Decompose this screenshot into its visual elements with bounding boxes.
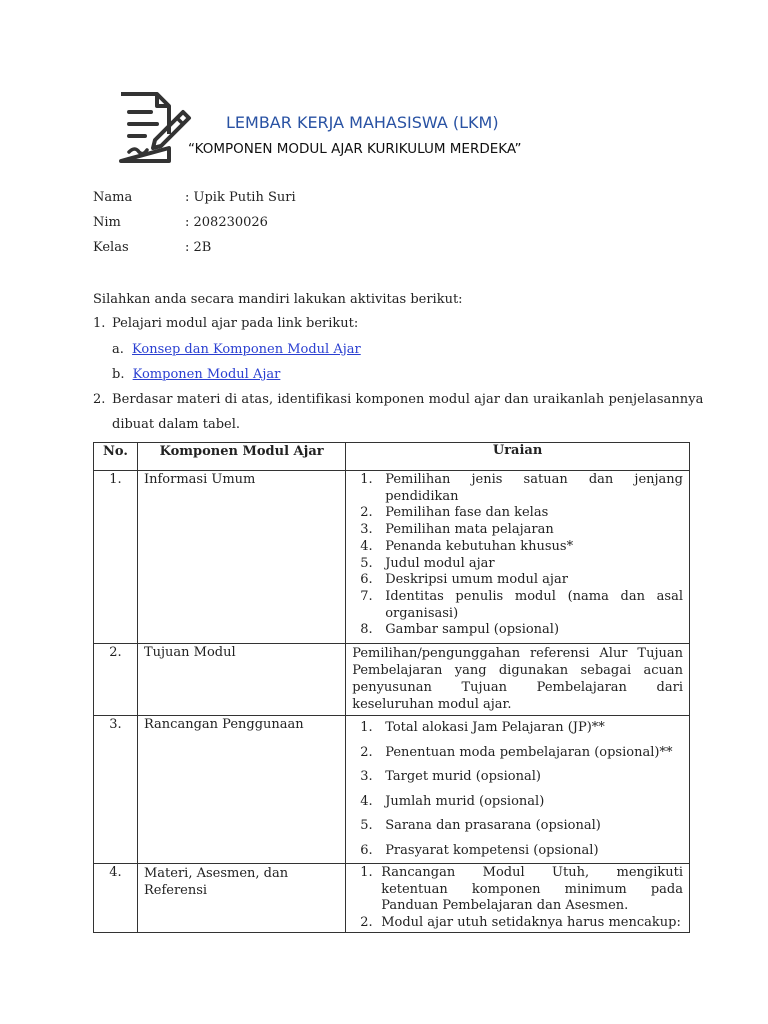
identity-value: : Upik Putih Suri [185,190,296,205]
list-item: 7. Identitas penulis modul (nama dan asal organisasi) [360,588,683,621]
row-number: 3. [94,716,138,864]
uraian-list [352,865,683,932]
row-number: 4. [94,864,138,933]
row-number: 1. [94,471,138,644]
row-uraian [346,471,690,644]
list-item: 2. Modul ajar utuh setidaknya harus mencakup: [360,915,681,931]
identity-row-nim [93,215,493,235]
document-pen-icon [113,90,193,165]
uraian-list [352,472,683,639]
step-text: Pelajari modul ajar pada link berikut: [112,316,359,331]
list-item: 1. Total alokasi Jam Pelajaran (JP)** [360,720,605,736]
step-text-continued: dibuat dalam tabel. [112,417,241,432]
table-row [94,864,690,933]
header-komponen: Komponen Modul Ajar [137,443,345,471]
link-marker: b. [112,367,125,382]
identity-value: : 2B [185,240,212,255]
row-komponen: Informasi Umum [137,471,345,644]
identity-row-nama [93,190,493,210]
step-number: 1. [93,316,106,331]
row-uraian [346,864,690,933]
list-item: 5. Sarana dan prasarana (opsional) [360,818,601,834]
komponen-line: Referensi [143,883,208,899]
header-no: No. [94,443,138,471]
identity-row-kelas [93,240,493,260]
row-uraian [346,716,690,864]
list-item: 6. Deskripsi umum modul ajar [360,572,568,588]
identity-label: Nim [93,215,121,230]
row-komponen [137,864,345,933]
step-number: 2. [93,392,106,407]
table-header-row [94,443,690,471]
komponen-line: Materi, Asesmen, dan [143,866,289,882]
instructions-intro: Silahkan anda secara mandiri lakukan aktivitas berikut: [93,292,463,307]
list-item: 1. Pemilihan jenis satuan dan jenjang pendidikan [360,472,683,504]
table-row [94,471,690,644]
link-konsep-komponen-modul-ajar[interactable]: Konsep dan Komponen Modul Ajar [132,342,361,357]
link-komponen-modul-ajar[interactable]: Komponen Modul Ajar [132,367,281,382]
list-item: 2. Pemilihan fase dan kelas [360,505,549,521]
header-uraian: Uraian [346,443,690,471]
table-row [94,716,690,864]
row-komponen: Rancangan Penggunaan [137,716,345,864]
page-title: LEMBAR KERJA MAHASISWA (LKM) [226,113,499,132]
list-item: 8. Gambar sampul (opsional) [360,622,560,638]
list-item: 4. Penanda kebutuhan khusus* [360,538,574,554]
row-komponen: Tujuan Modul [137,644,345,716]
link-marker: a. [112,342,124,357]
list-item: 5. Judul modul ajar [360,555,495,571]
link-item-b [112,367,702,382]
uraian-list [352,716,683,863]
identity-label: Nama [93,190,133,205]
list-item: 2. Penentuan moda pembelajaran (opsional)** [360,744,673,760]
row-number: 2. [94,644,138,716]
list-item: 3. Pemilihan mata pelajaran [360,522,554,538]
table-row [94,644,690,716]
list-item: 6. Prasyarat kompetensi (opsional) [360,842,599,858]
identity-value: : 208230026 [185,215,268,230]
link-item-a [112,342,702,357]
step-text: Berdasar materi di atas, identifikasi komponen modul ajar dan uraikanlah penjelasannya [112,392,704,407]
list-item: 4. Jumlah murid (opsional) [360,793,545,809]
page-subtitle: “KOMPONEN MODUL AJAR KURIKULUM MERDEKA” [188,141,522,157]
list-item: 1. Rancangan Modul Utuh, mengikuti ketentuan komponen minimum pada Panduan Pembelajaran dan Asesmen. [360,865,683,914]
list-item: 3. Target murid (opsional) [360,769,541,785]
row-uraian: Pemilihan/pengunggahan referensi Alur Tujuan Pembelajaran yang digunakan sebagai acuan penyusunan Tujuan Pembelajaran dari keseluruhan modul ajar. [346,644,690,716]
komponen-table [93,442,690,933]
identity-label: Kelas [93,240,129,255]
